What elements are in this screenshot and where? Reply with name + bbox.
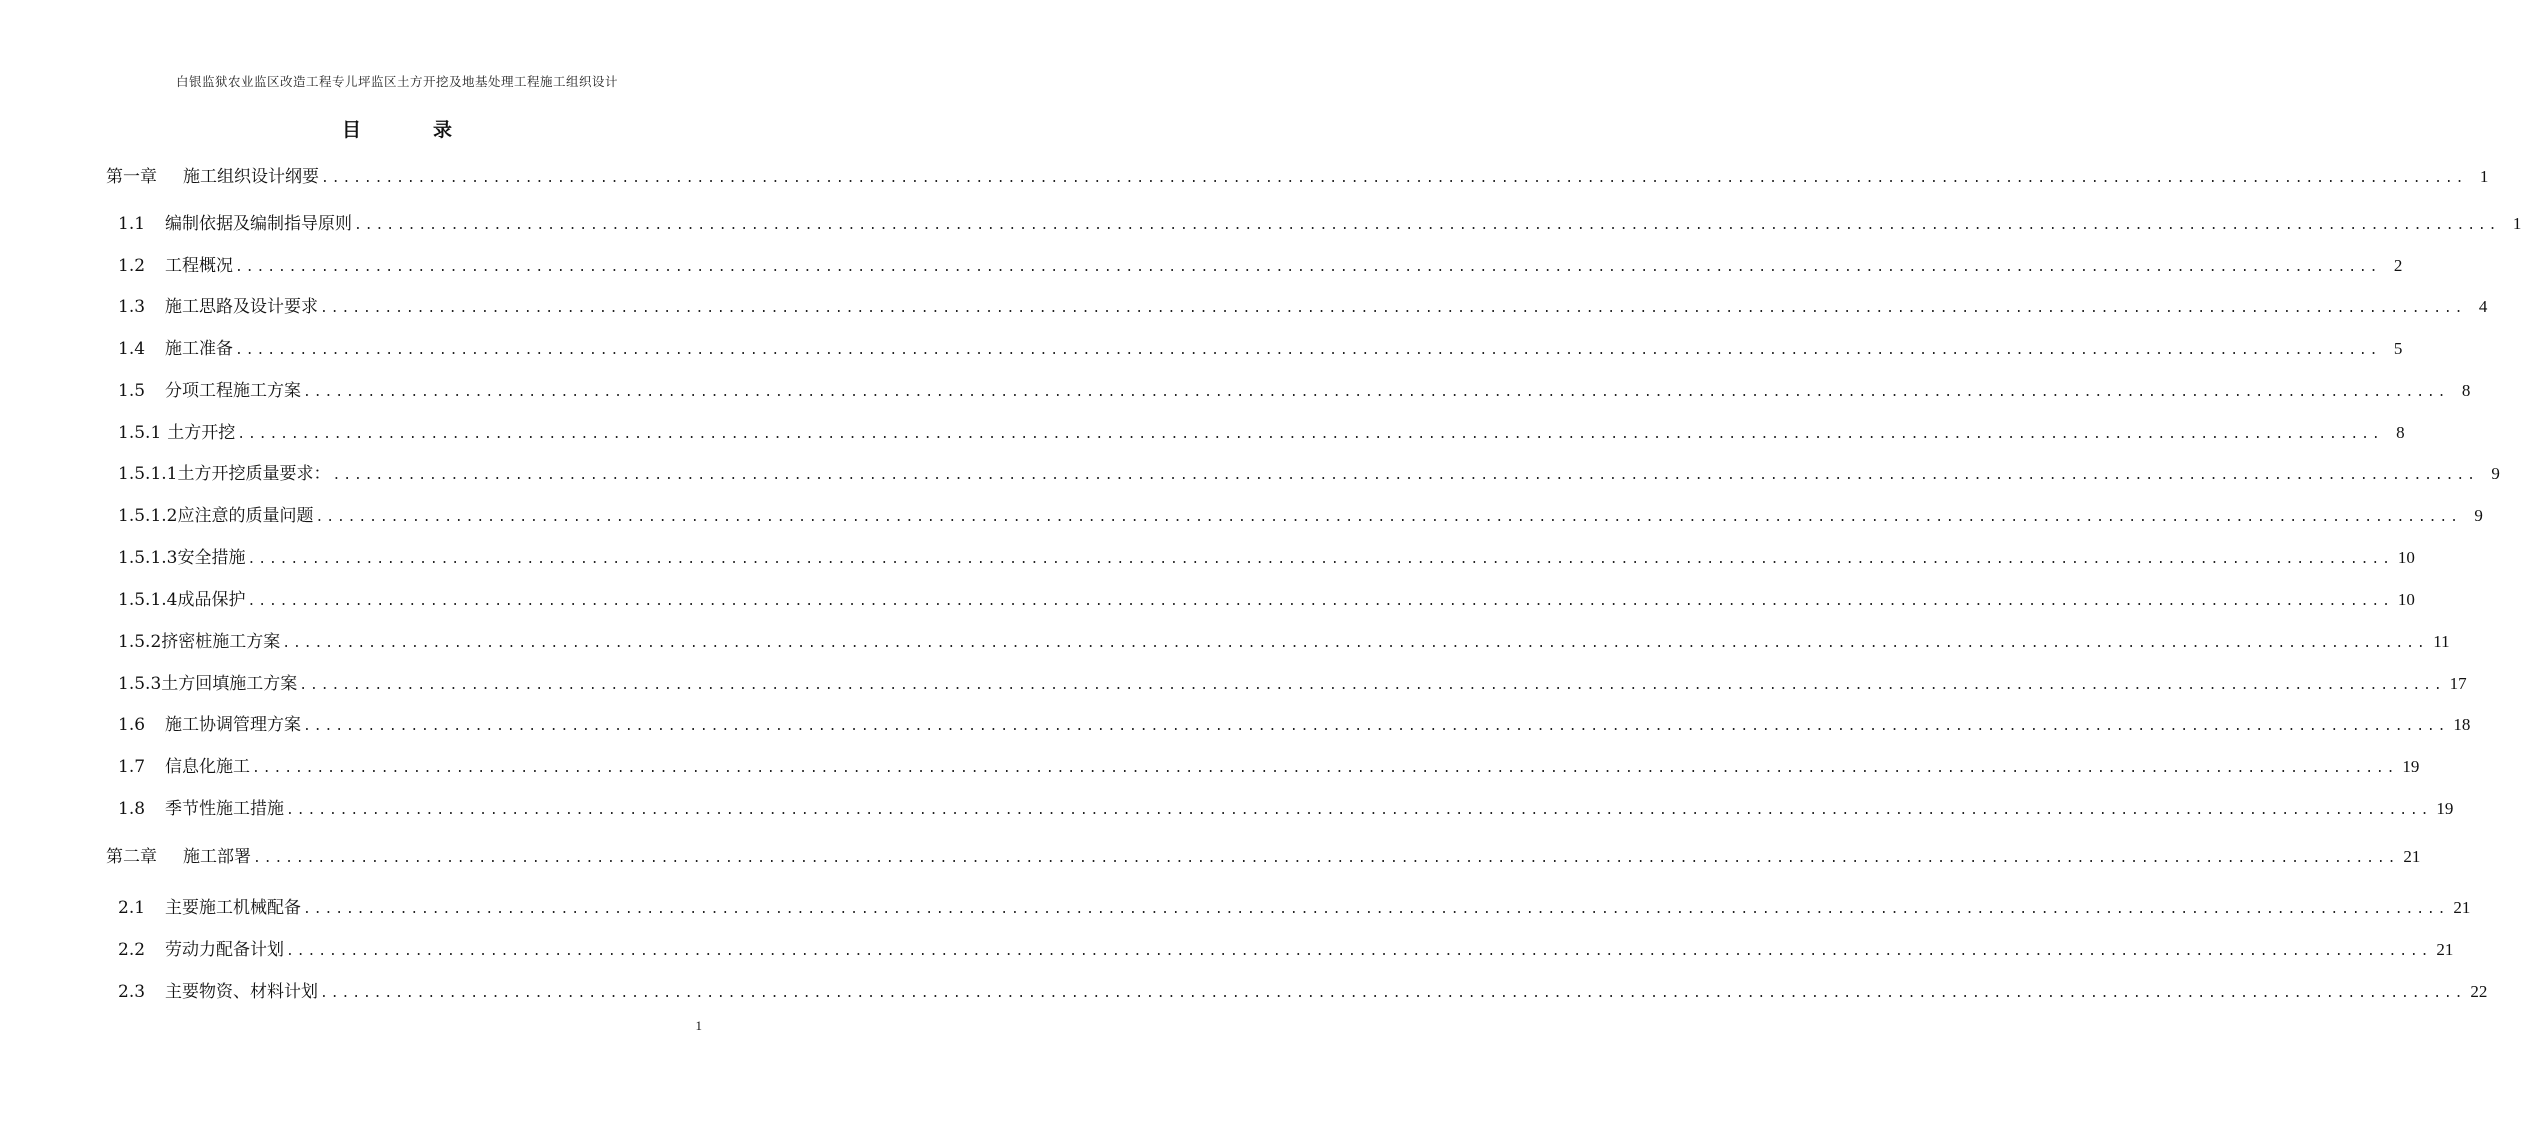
toc-entry-page: 19: [2436, 799, 2454, 818]
toc-leader-dots: ........................................................................................................................................................................................................: [286, 944, 2432, 959]
toc-leader-dots: ........................................................................................................................................................................................................: [320, 301, 2466, 316]
toc-entry-number: 1.2: [118, 256, 146, 276]
toc-entry-page: 22: [2470, 982, 2488, 1001]
toc-entry-label: [106, 164, 319, 190]
toc-leader-dots: ........................................................................................................................................................................................................: [235, 260, 2381, 275]
toc-leader-dots: ........................................................................................................................................................................................................: [321, 171, 2467, 186]
toc-entry-page: 21: [2453, 898, 2471, 917]
toc-entry-title: 安全措施: [177, 548, 246, 568]
toc-entry-page: 1: [2479, 167, 2489, 186]
toc-entry-page: 9: [2491, 464, 2500, 483]
toc-entry-page: 21: [2436, 940, 2454, 959]
toc-entry-label: [118, 712, 301, 738]
toc-entry-title: 编制依据及编制指导原则: [165, 214, 353, 234]
toc-entry[interactable]: [118, 937, 2454, 963]
toc-entry-title: 挤密桩施工方案: [161, 632, 281, 652]
toc-entry-title: 土方回填施工方案: [161, 674, 298, 694]
toc-entry-page: 19: [2402, 757, 2420, 776]
toc-entry-label: [118, 294, 318, 320]
toc-entry-label: [118, 937, 284, 963]
toc-leader-dots: ........................................................................................................................................................................................................: [303, 719, 2449, 734]
toc-entry-number: 2.2: [118, 940, 146, 960]
toc-entry-title: 劳动力配备计划: [165, 940, 285, 960]
toc-leader-dots: ........................................................................................................................................................................................................: [303, 902, 2449, 917]
toc-entry-page: 17: [2449, 674, 2467, 693]
toc-entry-number: 1.4: [118, 339, 146, 359]
toc-entry-label: [118, 895, 301, 921]
toc-entry[interactable]: [118, 587, 2415, 613]
toc-entry-title: 土方开挖质量要求：: [177, 464, 331, 484]
toc-entry-page: 11: [2433, 632, 2450, 651]
toc-entry[interactable]: [118, 671, 2467, 697]
toc-leader-dots: ........................................................................................................................................................................................................: [320, 986, 2466, 1001]
toc-entry-title: 信息化施工: [165, 757, 251, 777]
toc-entry[interactable]: [106, 164, 2489, 190]
toc-entry[interactable]: [118, 294, 2488, 320]
toc-entry-title: 土方开挖: [167, 423, 236, 443]
toc-entry-title: 分项工程施工方案: [165, 381, 302, 401]
toc-entry-page: 10: [2397, 548, 2415, 567]
toc-entry-label: [118, 587, 245, 613]
toc-entry-label: [106, 844, 251, 870]
toc-entry-number: 1.5: [118, 381, 146, 401]
toc-entry[interactable]: [118, 712, 2471, 738]
toc-leader-dots: ........................................................................................................................................................................................................: [303, 385, 2449, 400]
toc-entry-label: [118, 979, 318, 1005]
toc-entry-title: 应注意的质量问题: [177, 506, 314, 526]
toc-entry-title: 施工思路及设计要求: [165, 297, 319, 317]
toc-leader-dots: ........................................................................................................................................................................................................: [299, 678, 2445, 693]
toc-entry[interactable]: [118, 378, 2471, 404]
toc-entry-number: 1.7: [118, 757, 146, 777]
toc-entry-title: 主要物资、材料计划: [165, 982, 319, 1002]
toc-entry[interactable]: [118, 461, 2500, 487]
toc-entry[interactable]: [118, 979, 2488, 1005]
toc-entry-label: [118, 211, 352, 237]
toc-entry-label: [118, 671, 297, 697]
toc-entry[interactable]: [118, 336, 2403, 362]
toc-entry-number: 2.3: [118, 982, 146, 1002]
toc-entry[interactable]: [118, 420, 2405, 446]
toc-entry-page: 18: [2453, 715, 2471, 734]
toc-entry-number: 1.8: [118, 799, 146, 819]
toc-entry-label: [118, 253, 233, 279]
toc-entry[interactable]: [118, 503, 2483, 529]
toc-entry[interactable]: [118, 895, 2471, 921]
toc-entry[interactable]: [118, 754, 2420, 780]
toc-entry[interactable]: [118, 253, 2403, 279]
toc-entry-title: 工程概况: [165, 256, 234, 276]
toc-leader-dots: ........................................................................................................................................................................................................: [237, 427, 2383, 442]
toc-entry-label: [118, 545, 245, 571]
toc-entry-number: 1.5.3: [118, 674, 162, 694]
toc-entry-title: 施工准备: [165, 339, 234, 359]
toc-entry-number: 1.5.1.3: [118, 548, 178, 568]
toc-entry-label: [118, 461, 330, 487]
toc-entry-number: 1.6: [118, 715, 146, 735]
toc-entry-number: 1.3: [118, 297, 146, 317]
toc-entry-number: 第二章: [106, 847, 157, 867]
toc-entry-title: 季节性施工措施: [165, 799, 285, 819]
toc-title-char-2: 录: [433, 119, 453, 141]
toc-leader-dots: ........................................................................................................................................................................................................: [247, 552, 2393, 567]
toc-leader-dots: ........................................................................................................................................................................................................: [235, 343, 2381, 358]
toc-entry-title: 主要施工机械配备: [165, 898, 302, 918]
toc-entry-page: 8: [2396, 423, 2405, 442]
toc-entry-number: 第一章: [106, 167, 157, 187]
toc-entry-label: [118, 420, 235, 446]
toc-entry[interactable]: [118, 796, 2454, 822]
toc-leader-dots: ........................................................................................................................................................................................................: [253, 851, 2399, 866]
toc-entry-number: 1.5.1.1: [118, 464, 178, 484]
toc-entry-page: 2: [2393, 256, 2403, 275]
toc-leader-dots: ........................................................................................................................................................................................................: [247, 594, 2393, 609]
toc-entry-page: 1: [2512, 214, 2521, 233]
toc-title-char-1: 目: [341, 119, 361, 141]
toc-entry-label: [118, 796, 284, 822]
toc-leader-dots: ........................................................................................................................................................................................................: [286, 803, 2432, 818]
toc-entry[interactable]: [118, 211, 2521, 237]
toc-entry-label: [118, 378, 301, 404]
toc-entry-page: 9: [2474, 506, 2483, 525]
toc-entry-label: [118, 336, 233, 362]
toc-entry-number: 1.5.1.4: [118, 590, 178, 610]
toc-entry-number: 2.1: [118, 898, 146, 918]
toc-leader-dots: ........................................................................................................................................................................................................: [332, 468, 2478, 483]
toc-entry-number: 1.5.1.2: [118, 506, 178, 526]
toc-entry-label: [118, 503, 313, 529]
toc-entry-number: 1.1: [118, 214, 146, 234]
toc-leader-dots: ........................................................................................................................................................................................................: [252, 761, 2398, 776]
toc-entry-number: 1.5.1: [118, 423, 162, 443]
toc-entry-page: 10: [2397, 590, 2415, 609]
toc-entry-page: 5: [2393, 339, 2403, 358]
toc-leader-dots: ........................................................................................................................................................................................................: [354, 218, 2500, 233]
toc-leader-dots: ........................................................................................................................................................................................................: [315, 510, 2461, 525]
toc-entry-title: 施工组织设计纲要: [183, 167, 319, 187]
toc-entry-page: 4: [2478, 297, 2488, 316]
toc-entry-page: 21: [2403, 847, 2421, 866]
toc-entry-title: 施工协调管理方案: [165, 715, 302, 735]
toc-entry-number: 1.5.2: [118, 632, 162, 652]
toc-entry[interactable]: [118, 629, 2450, 655]
page-number: 1: [695, 1018, 702, 1033]
toc-entry[interactable]: [106, 844, 2421, 870]
toc-entry-label: [118, 754, 250, 780]
toc-entry[interactable]: [118, 545, 2415, 571]
toc-entry-title: 成品保护: [177, 590, 246, 610]
toc-leader-dots: ........................................................................................................................................................................................................: [282, 636, 2428, 651]
toc-entry-page: 8: [2461, 381, 2471, 400]
document-header: 白银监狱农业监区改造工程专儿坪监区土方开挖及地基处理工程施工组织设计: [175, 74, 618, 89]
toc-entry-title: 施工部署: [183, 847, 251, 867]
toc-entry-label: [118, 629, 280, 655]
